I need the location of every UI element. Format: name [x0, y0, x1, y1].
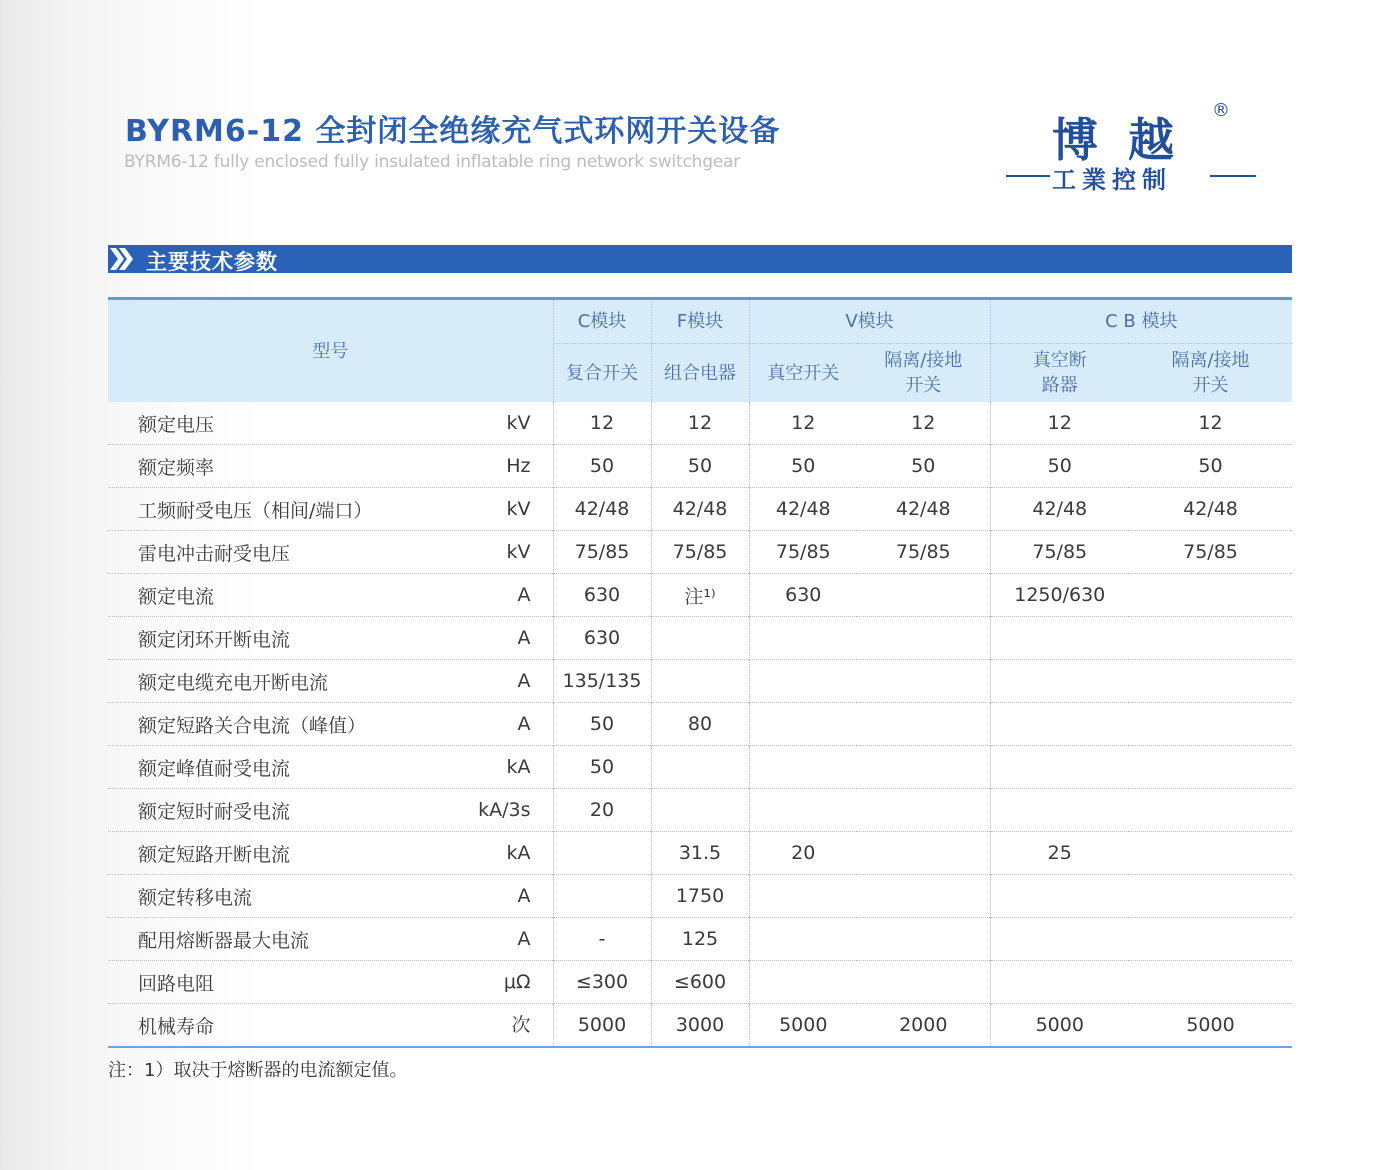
- table-row: [108, 918, 1292, 961]
- table-row: [108, 574, 1292, 617]
- value-cell: 12: [990, 402, 1129, 445]
- value-cell: 50: [553, 746, 651, 789]
- value-cell: [1129, 746, 1292, 789]
- param-name-cell: 雷电冲击耐受电压 kV: [108, 531, 553, 574]
- value-cell: 50: [553, 445, 651, 488]
- value-cell: [990, 660, 1129, 703]
- value-cell: [857, 703, 990, 746]
- value-cell: [990, 918, 1129, 961]
- value-cell: 42/48: [651, 488, 749, 531]
- param-unit: 次: [511, 1014, 531, 1036]
- value-cell: 2000: [857, 1004, 990, 1048]
- subhead-combined-apparatus: 组合电器: [651, 344, 749, 403]
- value-cell: [553, 832, 651, 875]
- table-row: [108, 445, 1292, 488]
- param-unit: kA: [506, 756, 531, 778]
- param-unit: kA/3s: [478, 799, 531, 821]
- subhead-isolating-switch-cb: 隔离/接地 开关: [1129, 344, 1292, 403]
- value-cell: [857, 875, 990, 918]
- value-cell: [857, 789, 990, 832]
- value-cell: [857, 918, 990, 961]
- table-row: [108, 703, 1292, 746]
- value-cell: 12: [553, 402, 651, 445]
- value-cell: [990, 789, 1129, 832]
- value-cell: 5000: [1129, 1004, 1292, 1048]
- logo-line-right: [1210, 175, 1256, 177]
- module-header-cb: C B 模块: [990, 299, 1292, 344]
- value-cell: [651, 617, 749, 660]
- value-cell: [749, 703, 857, 746]
- value-cell: [1129, 918, 1292, 961]
- value-cell: [1129, 832, 1292, 875]
- value-cell: [553, 875, 651, 918]
- value-cell: [1129, 660, 1292, 703]
- section-title: 主要技术参数: [146, 250, 278, 274]
- table-row: [108, 832, 1292, 875]
- table-row: [108, 875, 1292, 918]
- value-cell: 50: [990, 445, 1129, 488]
- value-cell: [990, 703, 1129, 746]
- param-unit: kA: [506, 842, 531, 864]
- table-row: [108, 1004, 1292, 1048]
- value-cell: 125: [651, 918, 749, 961]
- param-unit: kV: [506, 541, 531, 563]
- param-name-cell: 额定峰值耐受电流 kA: [108, 746, 553, 789]
- param-name-cell: 额定转移电流 A: [108, 875, 553, 918]
- section-header-bar: [108, 245, 1292, 273]
- value-cell: 80: [651, 703, 749, 746]
- value-cell: 75/85: [990, 531, 1129, 574]
- module-header-c: C模块: [553, 299, 651, 344]
- value-cell: [990, 875, 1129, 918]
- value-cell: 20: [553, 789, 651, 832]
- value-cell: 12: [651, 402, 749, 445]
- table-row: [108, 789, 1292, 832]
- param-unit: A: [517, 670, 531, 692]
- model-header: 型号: [108, 299, 553, 403]
- value-cell: 12: [749, 402, 857, 445]
- value-cell: [749, 660, 857, 703]
- module-header-f: F模块: [651, 299, 749, 344]
- subhead-vacuum-switch: 真空开关: [749, 344, 857, 403]
- value-cell: [749, 875, 857, 918]
- table-row: [108, 488, 1292, 531]
- spec-table-body: [108, 402, 1292, 1047]
- value-cell: [651, 789, 749, 832]
- value-cell: [990, 746, 1129, 789]
- value-cell: 31.5: [651, 832, 749, 875]
- value-cell: 42/48: [749, 488, 857, 531]
- value-cell: [1129, 617, 1292, 660]
- param-name-cell: 工频耐受电压（相间/端口） kV: [108, 488, 553, 531]
- page-subtitle-en: BYRM6-12 fully enclosed fully insulated inflatable ring network switchgear: [124, 152, 741, 172]
- value-cell: [1129, 574, 1292, 617]
- param-name-cell: 额定短时耐受电流 kA/3s: [108, 789, 553, 832]
- param-name-cell: 额定短路开断电流 kA: [108, 832, 553, 875]
- param-unit: μΩ: [503, 971, 531, 993]
- subhead-vacuum-breaker: 真空断 路器: [990, 344, 1129, 403]
- value-cell: ≤300: [553, 961, 651, 1004]
- logo-subtext: 工業控制: [1052, 166, 1172, 194]
- value-cell: [651, 660, 749, 703]
- table-row: [108, 531, 1292, 574]
- value-cell: -: [553, 918, 651, 961]
- param-name-cell: 回路电阻 μΩ: [108, 961, 553, 1004]
- value-cell: 5000: [553, 1004, 651, 1048]
- value-cell: 注¹⁾: [651, 574, 749, 617]
- value-cell: 630: [553, 617, 651, 660]
- value-cell: 50: [749, 445, 857, 488]
- param-unit: Hz: [506, 455, 531, 477]
- value-cell: 12: [911, 412, 936, 434]
- param-name-cell: 额定电压 kV: [108, 402, 553, 445]
- value-cell: 42/48: [553, 488, 651, 531]
- table-row: [108, 617, 1292, 660]
- value-cell: 630: [749, 574, 857, 617]
- value-cell: 75/85: [749, 531, 857, 574]
- brand-logo: [1000, 98, 1262, 198]
- value-cell: 42/48: [1129, 488, 1292, 531]
- param-unit: A: [517, 584, 531, 606]
- param-name-cell: 配用熔断器最大电流 A: [108, 918, 553, 961]
- table-row: [108, 961, 1292, 1004]
- value-cell: [1129, 789, 1292, 832]
- value-cell: 50: [553, 703, 651, 746]
- value-cell: [857, 961, 990, 1004]
- value-cell: [1129, 875, 1292, 918]
- value-cell: 75/85: [651, 531, 749, 574]
- table-row: [108, 746, 1292, 789]
- value-cell: [857, 617, 990, 660]
- param-name-cell: 额定频率 Hz: [108, 445, 553, 488]
- value-cell: 630: [553, 574, 651, 617]
- value-cell: [749, 918, 857, 961]
- value-cell: ≤600: [651, 961, 749, 1004]
- value-cell: [1129, 961, 1292, 1004]
- value-cell: 25: [990, 832, 1129, 875]
- value-cell: 42/48: [857, 488, 990, 531]
- value-cell: 42/48: [990, 488, 1129, 531]
- param-unit: A: [517, 627, 531, 649]
- param-unit: A: [517, 713, 531, 735]
- subhead-isolating-switch-v: 隔离/接地 开关: [857, 344, 990, 403]
- value-cell: [990, 961, 1129, 1004]
- value-cell: 50: [1129, 445, 1292, 488]
- value-cell: 75/85: [857, 531, 990, 574]
- value-cell: [749, 617, 857, 660]
- value-cell: [857, 832, 990, 875]
- param-name-cell: 额定闭环开断电流 A: [108, 617, 553, 660]
- value-cell: 135/135: [553, 660, 651, 703]
- param-name-cell: 额定电缆充电开断电流 A: [108, 660, 553, 703]
- module-header-v: V模块: [749, 299, 990, 344]
- footnote: 注：1）取决于熔断器的电流额定值。: [108, 1060, 408, 1081]
- value-cell: [749, 789, 857, 832]
- value-cell: [857, 660, 990, 703]
- logo-line-left: [1006, 175, 1050, 177]
- param-unit: A: [517, 928, 531, 950]
- value-cell: 5000: [749, 1004, 857, 1048]
- param-name-cell: 机械寿命 次: [108, 1004, 553, 1048]
- param-unit: kV: [506, 498, 531, 520]
- spec-table: [108, 297, 1292, 1048]
- value-cell: 12: [1198, 412, 1223, 434]
- value-cell: [857, 574, 990, 617]
- value-cell: 75/85: [553, 531, 651, 574]
- double-chevron-icon: [110, 245, 138, 273]
- value-cell: [1129, 703, 1292, 746]
- param-unit: kV: [506, 412, 531, 434]
- table-row: [108, 660, 1292, 703]
- value-cell: [990, 617, 1129, 660]
- value-cell: 20: [749, 832, 857, 875]
- param-name-cell: 额定短路关合电流（峰值） A: [108, 703, 553, 746]
- value-cell: 5000: [990, 1004, 1129, 1048]
- value-cell: 1250/630: [990, 574, 1129, 617]
- value-cell: [749, 961, 857, 1004]
- logo-text: 博越: [1052, 113, 1204, 167]
- param-unit: A: [517, 885, 531, 907]
- value-cell: 1750: [651, 875, 749, 918]
- value-cell: 50: [651, 445, 749, 488]
- spec-table-container: [108, 297, 1292, 1048]
- value-cell: 50: [857, 445, 990, 488]
- value-cell: 3000: [651, 1004, 749, 1048]
- value-cell: [857, 746, 990, 789]
- page-title: BYRM6-12 全封闭全绝缘充气式环网开关设备: [125, 114, 781, 149]
- subhead-composite-switch: 复合开关: [553, 344, 651, 403]
- value-cell: [749, 746, 857, 789]
- table-row: [108, 402, 1292, 445]
- registered-mark: ®: [1212, 100, 1230, 121]
- value-cell: 75/85: [1129, 531, 1292, 574]
- param-name-cell: 额定电流 A: [108, 574, 553, 617]
- value-cell: [651, 746, 749, 789]
